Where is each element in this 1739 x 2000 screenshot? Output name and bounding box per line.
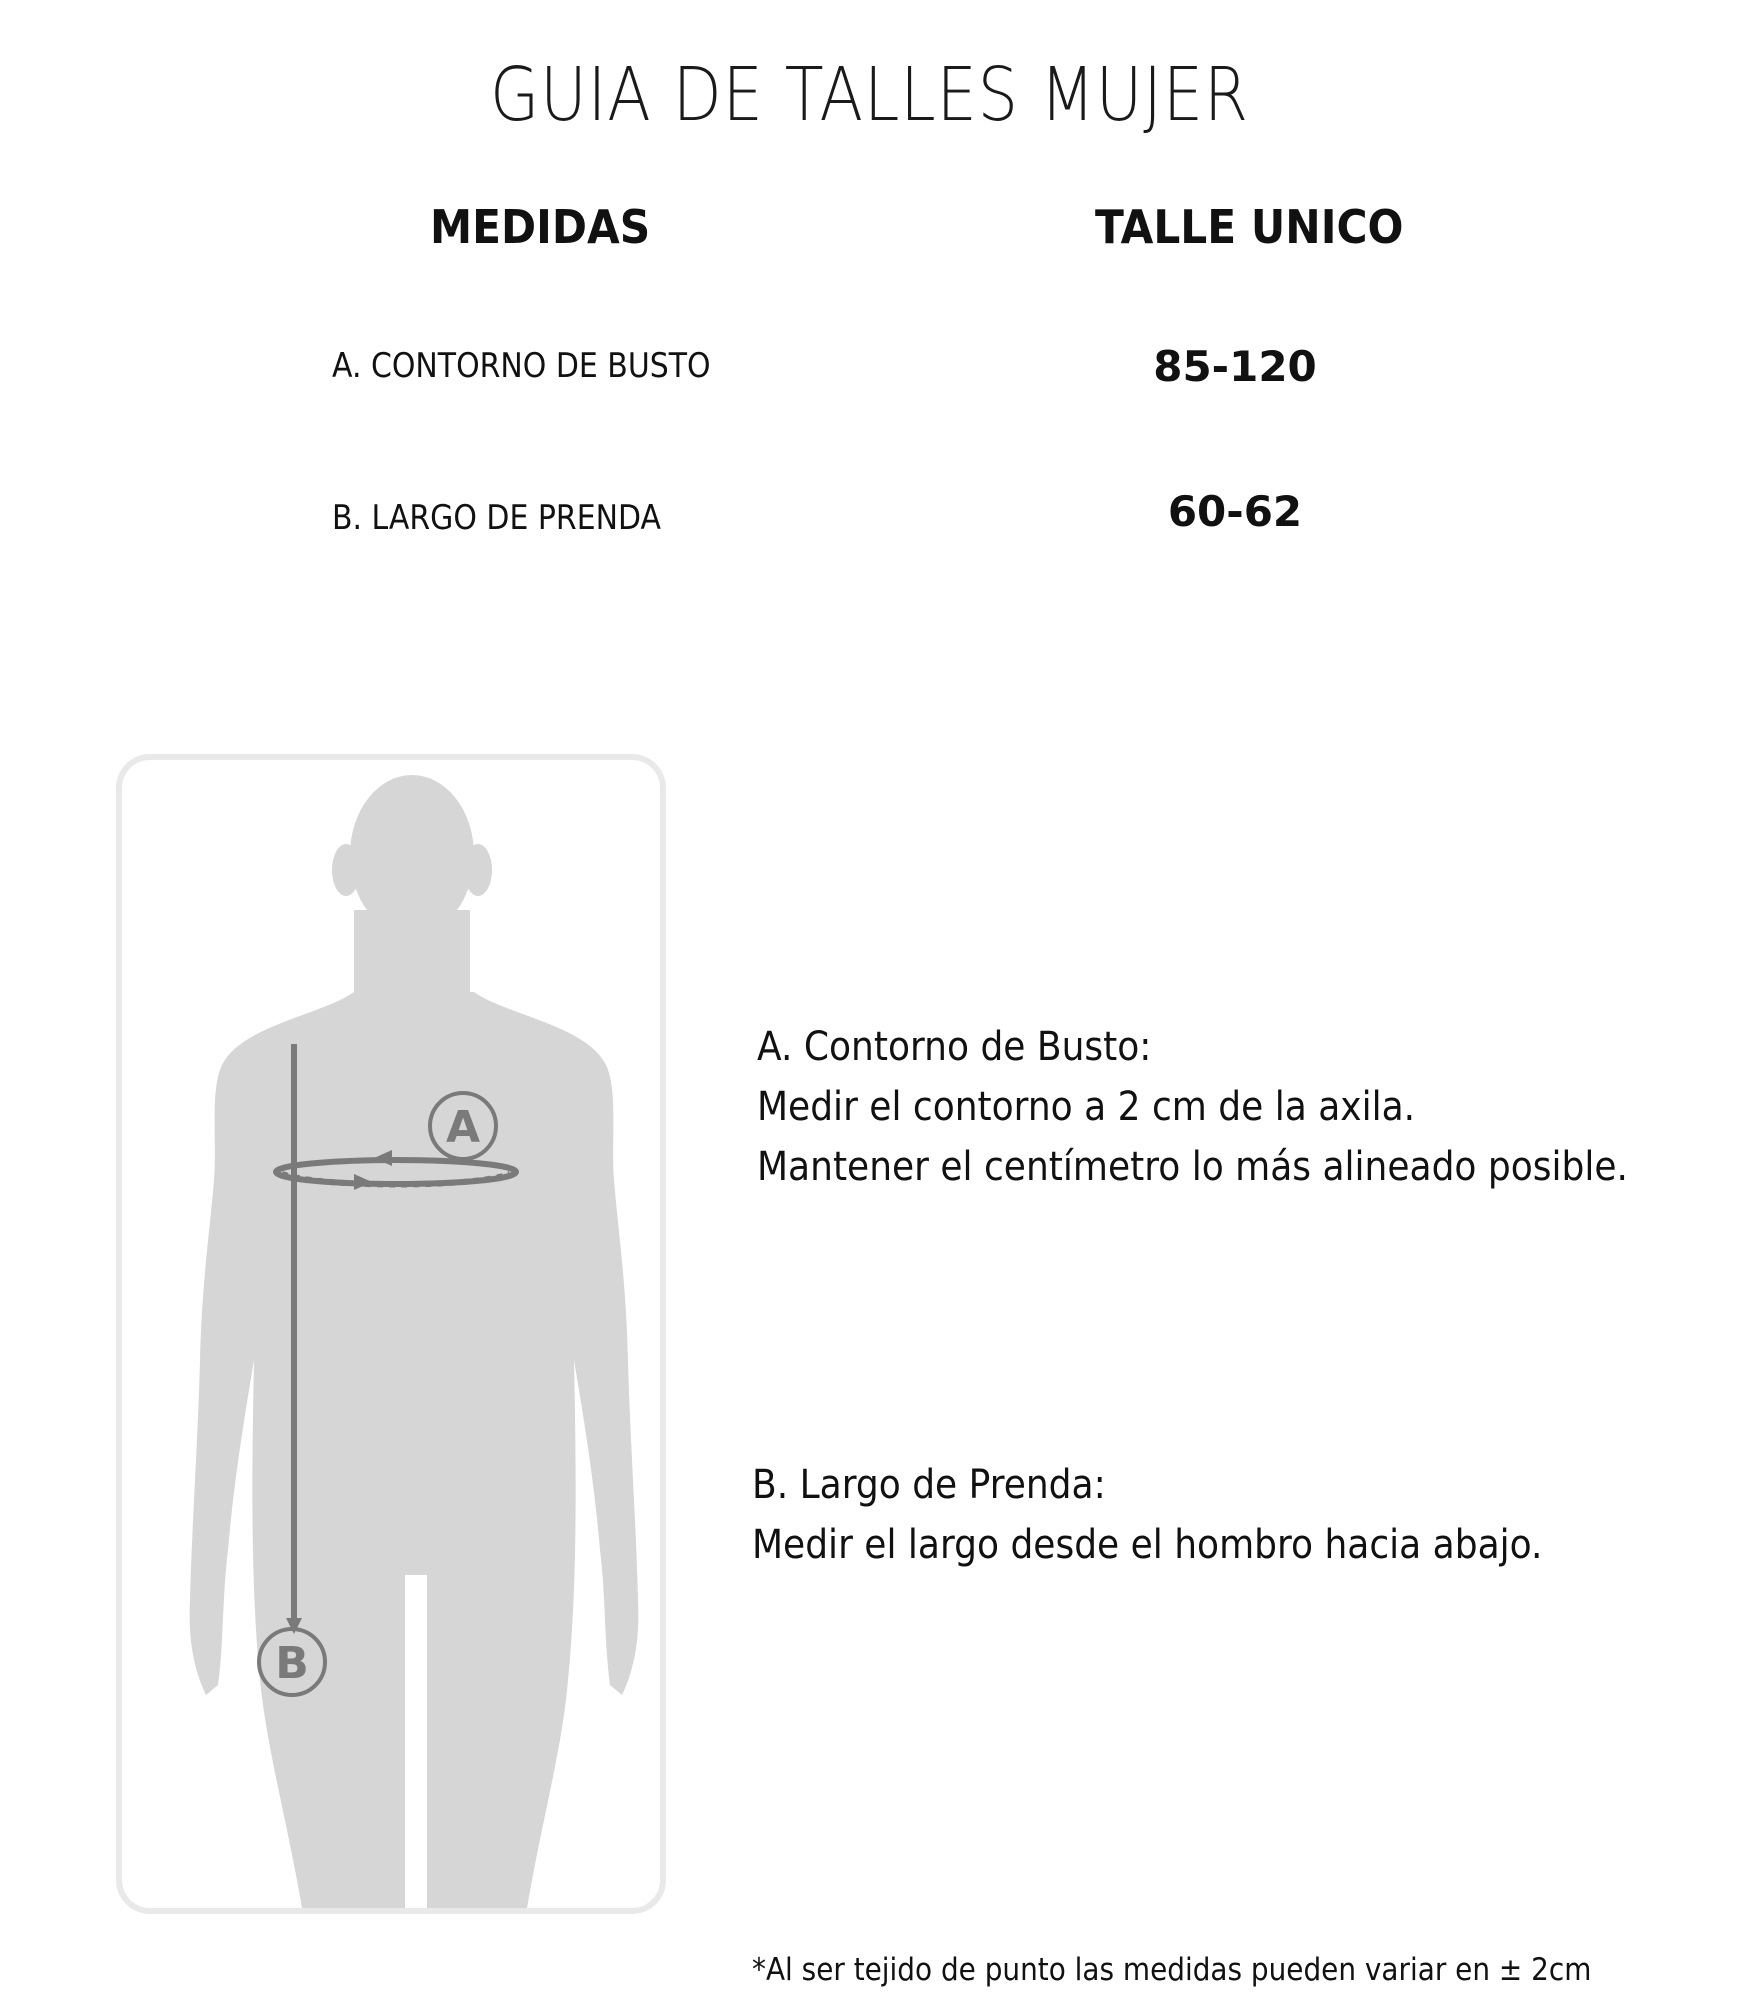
instruction-length-line-1: Medir el largo desde el hombro hacia abajo. [752, 1522, 1543, 1568]
marker-a-label: A [445, 1102, 481, 1153]
instruction-bust-line-1: Medir el contorno a 2 cm de la axila. [757, 1084, 1416, 1130]
body-silhouette-illustration [122, 760, 660, 1908]
row-label-bust: A. CONTORNO DE BUSTO [332, 346, 711, 386]
instruction-bust-line-2: Mantener el centímetro lo más alineado posible. [757, 1144, 1628, 1190]
row-value-bust: 85-120 [1153, 342, 1317, 391]
row-value-length: 60-62 [1167, 487, 1303, 536]
footnote: *Al ser tejido de punto las medidas pueden variar en ± 2cm [752, 1952, 1592, 1988]
instruction-length-title: B. Largo de Prenda: [752, 1462, 1106, 1508]
instruction-length [752, 1455, 1542, 1575]
instruction-bust [757, 1017, 1628, 1197]
row-label-length: B. LARGO DE PRENDA [332, 498, 661, 538]
column-header-size: TALLE UNICO [1095, 200, 1404, 254]
page-title: GUIA DE TALLES MUJER [490, 52, 1249, 138]
marker-b-label: B [275, 1638, 309, 1689]
instruction-bust-title: A. Contorno de Busto: [757, 1024, 1152, 1070]
body-silhouette [190, 775, 639, 1908]
body-figure-frame [116, 754, 666, 1914]
column-header-measures: MEDIDAS [430, 200, 651, 254]
